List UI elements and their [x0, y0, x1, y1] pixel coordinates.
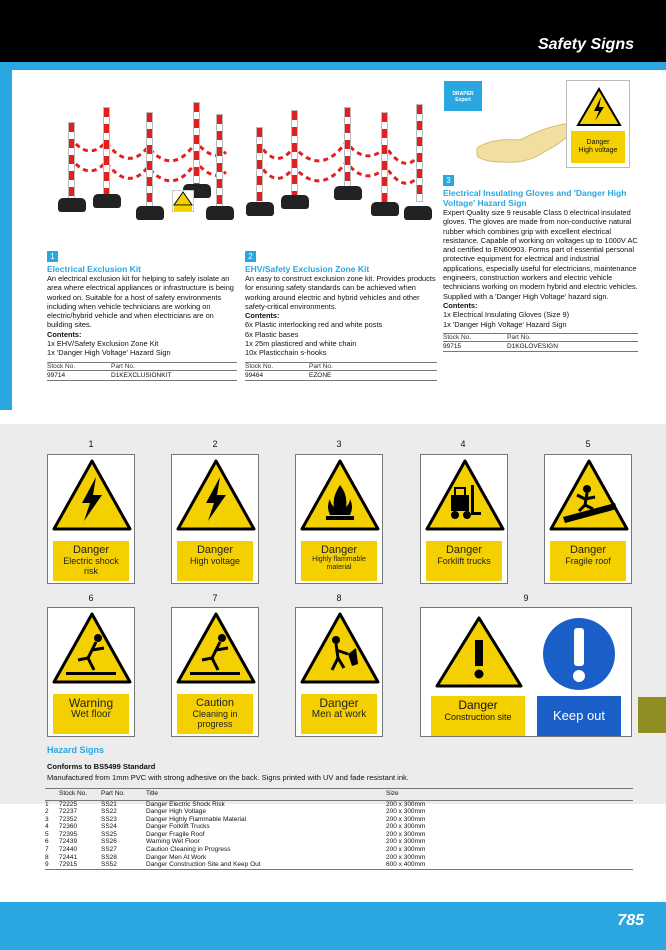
row-stock: 72915	[59, 861, 101, 869]
row-title: Warning Wet Floor	[146, 838, 200, 846]
row-title: Danger High Voltage	[146, 808, 206, 816]
contents-label: Contents:	[443, 300, 478, 310]
row-part: SS27	[101, 846, 117, 854]
sign-line2: Forklift trucks	[437, 556, 491, 566]
sign-line1: Danger	[196, 544, 234, 556]
row-stock: 72237	[59, 808, 78, 816]
product-3	[443, 175, 638, 352]
sign-number: 9	[523, 593, 529, 603]
sign-line2: Men at work	[311, 709, 367, 720]
sign-fragile-roof	[544, 454, 632, 584]
product-number: 1	[47, 251, 58, 262]
product-title: Electrical Exclusion Kit	[47, 264, 142, 274]
fragile-roof-icon	[545, 455, 633, 535]
sign-cleaning	[171, 607, 259, 737]
row-stock: 72439	[59, 838, 78, 846]
part-number: D1KGLOVESIGN	[507, 343, 558, 351]
table-row	[45, 854, 633, 862]
sign-line1: Danger	[319, 696, 359, 710]
forklift-icon	[421, 455, 509, 535]
sign-number: 6	[88, 593, 94, 603]
row-title: Danger Construction Site and Keep Out	[146, 861, 386, 869]
row-title: Caution Cleaning in Progress	[146, 846, 231, 854]
col-size: Size	[386, 789, 633, 801]
col-part: Part No.	[101, 789, 146, 801]
sign-construction-site	[420, 607, 632, 737]
sign-line3: Keep out	[552, 708, 606, 723]
product-sign-line2: High voltage	[578, 147, 618, 154]
sign-line2: Electric shock risk	[63, 556, 119, 576]
row-part: SS23	[101, 815, 117, 823]
contents-item: 6x Plastic interlocking red and white posts	[245, 320, 383, 330]
row-size: 200 x 300mm	[386, 823, 426, 831]
exclusion-kit-photo	[48, 102, 238, 227]
col-title: Title	[146, 789, 386, 801]
sign-line1: Danger	[72, 544, 110, 556]
part-label: Part No.	[507, 333, 531, 341]
table-row	[45, 831, 633, 839]
row-part: SS52	[101, 861, 146, 869]
row-size: 200 x 300mm	[386, 800, 426, 808]
flame-icon	[296, 455, 384, 535]
sign-high-voltage	[171, 454, 259, 584]
stock-header	[443, 333, 638, 342]
product-title: EHV/Safety Exclusion Zone Kit	[245, 264, 370, 274]
electric-hazard-icon	[48, 455, 136, 535]
row-number: 8	[45, 853, 49, 861]
contents-item: 1x EHV/Safety Exclusion Zone Kit	[47, 339, 159, 349]
contents-item: 1x Electrical Insulating Gloves (Size 9)	[443, 310, 570, 320]
row-part: SS25	[101, 830, 117, 838]
row-part: SS26	[101, 838, 117, 846]
electric-hazard-icon	[172, 455, 260, 535]
part-label: Part No.	[111, 362, 135, 370]
footer-bar	[0, 902, 666, 950]
contents-label: Contents:	[245, 311, 280, 321]
hazard-standard: Conforms to BS5499 Standard	[47, 762, 156, 771]
row-title: Danger Highly Flammable Material	[146, 815, 247, 823]
row-stock: 72395	[59, 830, 78, 838]
row-number: 4	[45, 823, 49, 831]
exclamation-warning-icon	[429, 612, 529, 692]
sign-number: 4	[460, 439, 466, 449]
row-size: 200 x 300mm	[386, 846, 426, 854]
product-sign-line1: Danger	[586, 139, 610, 146]
col-stock: Stock No.	[59, 789, 101, 801]
product-number: 3	[443, 175, 454, 186]
contents-item: 1x 'Danger High Voltage' Hazard Sign	[47, 348, 171, 358]
hazard-description: Manufactured from 1mm PVC with strong adhesive on the back. Signs printed with UV and fade resistant ink.	[47, 773, 409, 782]
product-description: An easy to construct exclusion zone kit. Provides products for ensuring safety standards can be achieved when working around electric and hybrid vehicles and other safety-critical environments.	[245, 274, 436, 311]
sign-number: 8	[336, 593, 342, 603]
part-number: EZONE	[309, 372, 332, 380]
table-row	[45, 816, 633, 824]
row-size: 200 x 300mm	[386, 830, 426, 838]
table-row	[45, 808, 633, 816]
stock-label: Stock No.	[245, 362, 274, 370]
table-header	[45, 789, 633, 801]
wet-floor-icon	[172, 608, 260, 688]
sign-electric-shock	[47, 454, 135, 584]
table-row	[45, 846, 633, 854]
row-part: SS21	[101, 800, 117, 808]
product-title: Electrical Insulating Gloves and 'Danger High Voltage' Hazard Sign	[443, 188, 627, 208]
sign-line1: Danger	[458, 698, 498, 712]
header-bar	[0, 0, 666, 62]
row-stock: 72440	[59, 846, 78, 854]
sign-line2: Wet floor	[71, 709, 111, 720]
row-number: 7	[45, 846, 49, 854]
high-voltage-sign-image	[566, 80, 630, 168]
sign-line1: Danger	[569, 544, 607, 556]
part-label: Part No.	[309, 362, 333, 370]
row-number: 2	[45, 808, 49, 816]
row-number: 3	[45, 815, 49, 823]
stock-row	[245, 370, 437, 381]
page-number: 785	[617, 912, 644, 929]
contents-label: Contents:	[47, 329, 82, 339]
sign-line2: Fragile roof	[565, 556, 611, 566]
electric-hazard-icon	[576, 87, 622, 127]
sign-forklift	[420, 454, 508, 584]
table-row	[45, 861, 633, 869]
row-size: 200 x 300mm	[386, 853, 426, 861]
row-size: 200 x 300mm	[386, 838, 426, 846]
stock-number: 99715	[443, 343, 462, 351]
stock-row	[47, 370, 237, 381]
sign-flammable	[295, 454, 383, 584]
row-title: Danger Fragile Roof	[146, 830, 205, 838]
row-stock: 72360	[59, 823, 78, 831]
row-number: 1	[45, 800, 49, 808]
product-description: Expert Quality size 9 reusable Class 0 electrical insulated gloves. The gloves are made from non-conductive natural rubber which combines grip with excellent electrical resistance. Capable of working on voltages up to 1000V AC and certified to EN60903. Forms part of essential personal protective equipment for electrical and industrial applications, especially useful for electricians, maintenance engineers, construction workers and electric vehicle technicians working on modern hybrid and electric vehicles. Supplied with a 'Danger High Voltage' hazard sign.	[443, 208, 638, 301]
row-title: Danger Forklift Trucks	[146, 823, 210, 831]
contents-item: 6x Plastic bases	[245, 329, 299, 339]
men-at-work-icon	[296, 608, 384, 688]
sign-men-at-work	[295, 607, 383, 737]
row-stock: 72441	[59, 853, 78, 861]
sign-line1: Warning	[68, 696, 114, 710]
hazard-table	[45, 788, 633, 870]
row-part: SS28	[101, 853, 117, 861]
row-number: 9	[45, 861, 59, 869]
row-number: 6	[45, 838, 49, 846]
zone-kit-photo	[246, 102, 436, 227]
sign-number: 5	[585, 439, 591, 449]
row-size: 200 x 300mm	[386, 808, 426, 816]
wet-floor-icon	[48, 608, 136, 688]
sign-line1: Danger	[320, 544, 358, 556]
table-row	[45, 823, 633, 831]
stock-row	[443, 341, 638, 352]
sign-line2: Highly flammable material	[312, 556, 366, 571]
row-part: SS24	[101, 823, 117, 831]
header-accent-strip	[0, 62, 666, 70]
sign-line1: Danger	[445, 544, 483, 556]
draper-logo-text: DRAPER Expert	[452, 91, 474, 103]
sign-line2: Construction site	[444, 712, 512, 722]
row-number: 5	[45, 830, 49, 838]
part-number: D1KEXCLUSIONKIT	[111, 372, 172, 380]
product-2	[245, 251, 437, 381]
sign-line2: Cleaning in progress	[192, 709, 238, 729]
product-1	[47, 251, 237, 381]
sign-line2: High voltage	[189, 556, 241, 566]
page-title: Safety Signs	[537, 36, 634, 53]
sign-number: 3	[336, 439, 342, 449]
table-row	[45, 800, 633, 808]
left-accent-strip	[0, 70, 12, 410]
stock-label: Stock No.	[443, 333, 472, 341]
row-title: Danger Men At Work	[146, 853, 207, 861]
stock-label: Stock No.	[47, 362, 76, 370]
product-number: 2	[245, 251, 256, 262]
sign-wet-floor	[47, 607, 135, 737]
gloves-photo	[442, 78, 642, 173]
warning-icon	[172, 190, 194, 212]
row-stock: 72352	[59, 815, 78, 823]
sign-number: 2	[212, 439, 218, 449]
product-description: An electrical exclusion kit for helping to safely isolate an area where electrical appliances or infrastructure is being worked on. Suitable for a host of safety environments including when vehicle technicians are working on electric/hybrid vehicle and when electricians are on building sites.	[47, 274, 234, 330]
row-size: 600 x 400mm	[386, 861, 633, 869]
sign-line1: Caution	[196, 697, 234, 709]
stock-header	[47, 362, 237, 371]
contents-item: 1x 25m plasticred and white chain	[245, 339, 357, 349]
row-title: Danger Electric Shock Risk	[146, 800, 225, 808]
row-part: SS22	[101, 808, 117, 816]
stock-header	[245, 362, 437, 371]
contents-item: 1x 'Danger High Voltage' Hazard Sign	[443, 319, 567, 329]
hazard-title: Hazard Signs	[47, 745, 105, 755]
table-row	[45, 838, 633, 846]
row-size: 200 x 300mm	[386, 815, 426, 823]
stock-number: 99714	[47, 372, 66, 380]
row-stock: 72225	[59, 800, 78, 808]
sign-number: 1	[88, 439, 94, 449]
mandatory-exclamation-icon	[539, 614, 619, 694]
stock-number: 99464	[245, 372, 264, 380]
contents-item: 10x Plasticchain s-hooks	[245, 348, 327, 358]
sign-number: 7	[212, 593, 218, 603]
section-tab	[638, 697, 666, 733]
draper-logo	[444, 81, 482, 111]
